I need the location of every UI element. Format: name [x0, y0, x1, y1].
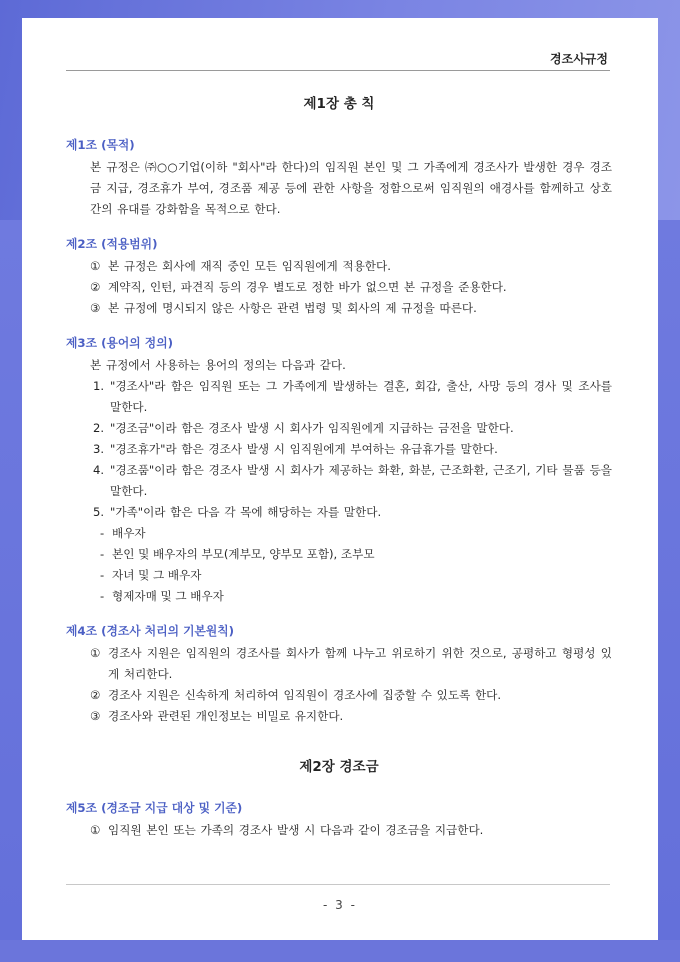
- article-3: [66, 333, 612, 607]
- list-item: [66, 439, 612, 460]
- item-marker: ②: [90, 688, 101, 702]
- article-4-title: 제4조 (경조사 처리의 기본원칙): [66, 624, 235, 638]
- item-marker: ①: [90, 259, 101, 273]
- list-item: [66, 565, 612, 586]
- article-4: [66, 621, 612, 727]
- article-3-title: 제3조 (용어의 정의): [66, 336, 173, 350]
- article-1: [66, 135, 612, 220]
- list-item: [66, 706, 612, 727]
- list-item: [66, 298, 612, 319]
- dash-marker: -: [100, 568, 105, 582]
- dash-marker: -: [100, 547, 105, 561]
- item-marker: ②: [90, 280, 101, 294]
- list-item: [66, 418, 612, 439]
- article-5-title: 제5조 (경조금 지급 대상 및 기준): [66, 801, 243, 815]
- list-item: [66, 256, 612, 277]
- chapter-1-title: 제1장 총 칙: [303, 96, 375, 112]
- list-item: [66, 376, 612, 418]
- item-marker: 2.: [93, 421, 105, 435]
- list-item: [66, 277, 612, 298]
- list-item: [66, 820, 612, 841]
- item-marker: 1.: [93, 379, 105, 393]
- list-item: [66, 523, 612, 544]
- article-1-text: 본 규정은 ㈜○○기업(이하 "회사"라 한다)의 임직원 본인 및 그 가족에게 경조사가 발생한 경우 경조금 지급, 경조휴가 부여, 경조품 제공 등에 관한 사항을 정함으로써 임직원의 애경사를 함께하고 상호 간의 유대를 강화함을 목적으로 한다.: [90, 160, 612, 216]
- article-3-intro: 본 규정에서 사용하는 용어의 정의는 다음과 같다.: [90, 358, 346, 372]
- article-2: [66, 234, 612, 319]
- document-body: [66, 86, 612, 855]
- list-item: [66, 544, 612, 565]
- item-text: 경조사와 관련된 개인정보는 비밀로 유지한다.: [108, 709, 344, 723]
- list-item: [66, 502, 612, 523]
- dash-marker: -: [100, 589, 105, 603]
- item-text: "경조금"이라 함은 경조사 발생 시 회사가 임직원에게 지급하는 금전을 말한다.: [110, 421, 514, 435]
- article-5: [66, 798, 612, 841]
- item-text: "경조품"이라 함은 경조사 발생 시 회사가 제공하는 화환, 화분, 근조화환, 근조기, 기타 물품 등을 말한다.: [110, 463, 612, 498]
- page-number: - 3 -: [323, 898, 357, 912]
- item-text: 배우자: [112, 526, 146, 540]
- header-divider: [66, 70, 610, 71]
- item-text: 계약직, 인턴, 파견직 등의 경우 별도로 정한 바가 없으면 본 규정을 준용한다.: [108, 280, 507, 294]
- footer-divider: [66, 884, 610, 885]
- document-page: [22, 18, 658, 940]
- list-item: [66, 460, 612, 502]
- item-text: "가족"이라 함은 다음 각 목에 해당하는 자를 말한다.: [110, 505, 382, 519]
- item-marker: 5.: [93, 505, 105, 519]
- item-marker: 4.: [93, 463, 105, 477]
- item-marker: ③: [90, 301, 101, 315]
- item-text: 임직원 본인 또는 가족의 경조사 발생 시 다음과 같이 경조금을 지급한다.: [108, 823, 484, 837]
- item-text: 본 규정은 회사에 재직 중인 모든 임직원에게 적용한다.: [108, 259, 391, 273]
- item-marker: ①: [90, 646, 101, 660]
- background-band-bottom: [0, 940, 680, 962]
- chapter-2-title: 제2장 경조금: [299, 759, 379, 775]
- item-text: 본인 및 배우자의 부모(계부모, 양부모 포함), 조부모: [112, 547, 375, 561]
- article-1-title: 제1조 (목적): [66, 138, 135, 152]
- list-item: [66, 643, 612, 685]
- item-text: 형제자매 및 그 배우자: [112, 589, 224, 603]
- dash-marker: -: [100, 526, 105, 540]
- item-text: 경조사 지원은 신속하게 처리하여 임직원이 경조사에 집중할 수 있도록 한다.: [108, 688, 502, 702]
- article-2-title: 제2조 (적용범위): [66, 237, 158, 251]
- item-text: 본 규정에 명시되지 않은 사항은 관련 법령 및 회사의 제 규정을 따른다.: [108, 301, 477, 315]
- list-item: [66, 586, 612, 607]
- list-item: [66, 685, 612, 706]
- item-marker: ①: [90, 823, 101, 837]
- item-text: 자녀 및 그 배우자: [112, 568, 202, 582]
- item-marker: 3.: [93, 442, 105, 456]
- item-text: "경조사"라 함은 임직원 또는 그 가족에게 발생하는 결혼, 회갑, 출산, 사망 등의 경사 및 조사를 말한다.: [110, 379, 612, 414]
- document-header-title: 경조사규정: [550, 52, 608, 66]
- item-text: 경조사 지원은 임직원의 경조사를 회사가 함께 나누고 위로하기 위한 것으로, 공평하고 형평성 있게 처리한다.: [108, 646, 612, 681]
- item-text: "경조휴가"라 함은 경조사 발생 시 임직원에게 부여하는 유급휴가를 말한다.: [110, 442, 498, 456]
- item-marker: ③: [90, 709, 101, 723]
